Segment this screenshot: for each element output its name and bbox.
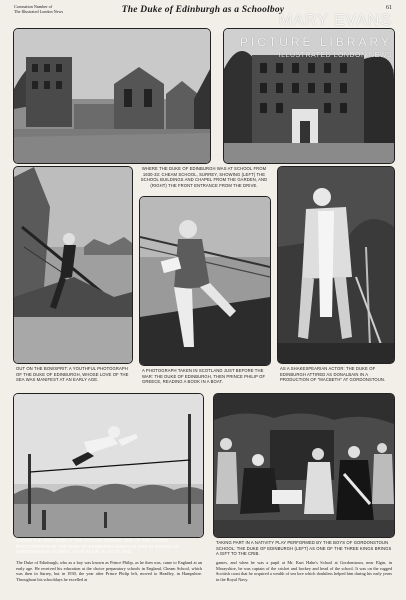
photo-high-jump (13, 393, 204, 538)
watermark-line-1: MARY EVANS (278, 12, 392, 29)
caption-bowsprit: OUT ON THE BOWSPRIT: A YOUTHFUL PHOTOGRAPH OF THE DUKE OF EDINBURGH, WHOSE LOVE OF THE SEA WAS MANIFEST AT AN EARLY AGE. (16, 366, 129, 383)
caption-high-jump: TAKING THE HIGH JUMP AT THE SCHOOL SPORTS: ONE OF THE ACTION PHOTOGRAPHS OF THE DUKE OF EDINBURGH WHEN HE WAS AT SCHOOL AT GORDONSTOUN SCHOOL, NEAR ELGIN, IN SCOTLAND. (16, 538, 180, 555)
publication-line-2: The Illustrated London News (14, 9, 64, 14)
publication-line-1: Coronation Number of (14, 4, 53, 9)
photo-school-chapel (13, 28, 211, 164)
page-number: 61 (386, 5, 392, 11)
photo-reading-in-boat (139, 196, 271, 366)
photo-bowsprit (13, 166, 133, 364)
caption-macbeth: AS A SHAKESPEARIAN ACTOR: THE DUKE OF EDINBURGH ATTIRED AS DONALBAIN IN A PRODUCTION OF "MACBETH" AT GORDONSTOUN. (280, 366, 386, 383)
article-text-left: The Duke of Edinburgh, who as a boy was known as Prince Philip, as he then was, came to England at an early age. He received his education at the choice preparatory schools in England, Cheam School, which was then in Surrey, but in 1930, the year after Prince Philip left, moved to Headley, in Hampshire. Throughout his schooldays he excelled at (16, 560, 202, 582)
photo-nativity-play (213, 393, 395, 538)
caption-nativity: TAKING PART IN A NATIVITY PLAY PERFORMED BY THE BOYS OF GORDONSTOUN SCHOOL: THE DUKE OF EDINBURGH (LEFT) AS ONE OF THE THREE KINGS BRINGS A GIFT TO THE CRIB. (216, 540, 392, 557)
watermark-line-3: ILLUSTRATED LONDON NEWS (278, 52, 392, 59)
caption-school: WHERE THE DUKE OF EDINBURGH WAS AT SCHOOL FROM 1930-33: CHEAM SCHOOL, SURREY, SHOWING (LEFT) THE SCHOOL BUILDINGS AND CHAPEL FROM THE GARDEN, AND (RIGHT) THE FRONT ENTRANCE FROM THE DRIVE. (140, 166, 268, 188)
photo-macbeth-actor (277, 166, 395, 364)
watermark-line-2: PICTURE LIBRARY (239, 35, 392, 49)
page-title: The Duke of Edinburgh as a Schoolboy (121, 5, 285, 15)
caption-reading: A PHOTOGRAPH TAKEN IN SCOTLAND JUST BEFORE THE WAR: THE DUKE OF EDINBURGH, THEN PRINCE PHILIP OF GREECE, READING A BOOK IN A BOAT. (142, 368, 266, 385)
article-text-right: games, and when he was a pupil at Mr. Kurt Hahn's School at Gordonstoun, near Elgin, in Morayshire, he was captain of the cricket and hockey and head of the school. It was on the rugged Scottish coast that he acquired a wealth of sea lore which doubtless helped him during his early years in the Royal Navy. (216, 560, 392, 582)
